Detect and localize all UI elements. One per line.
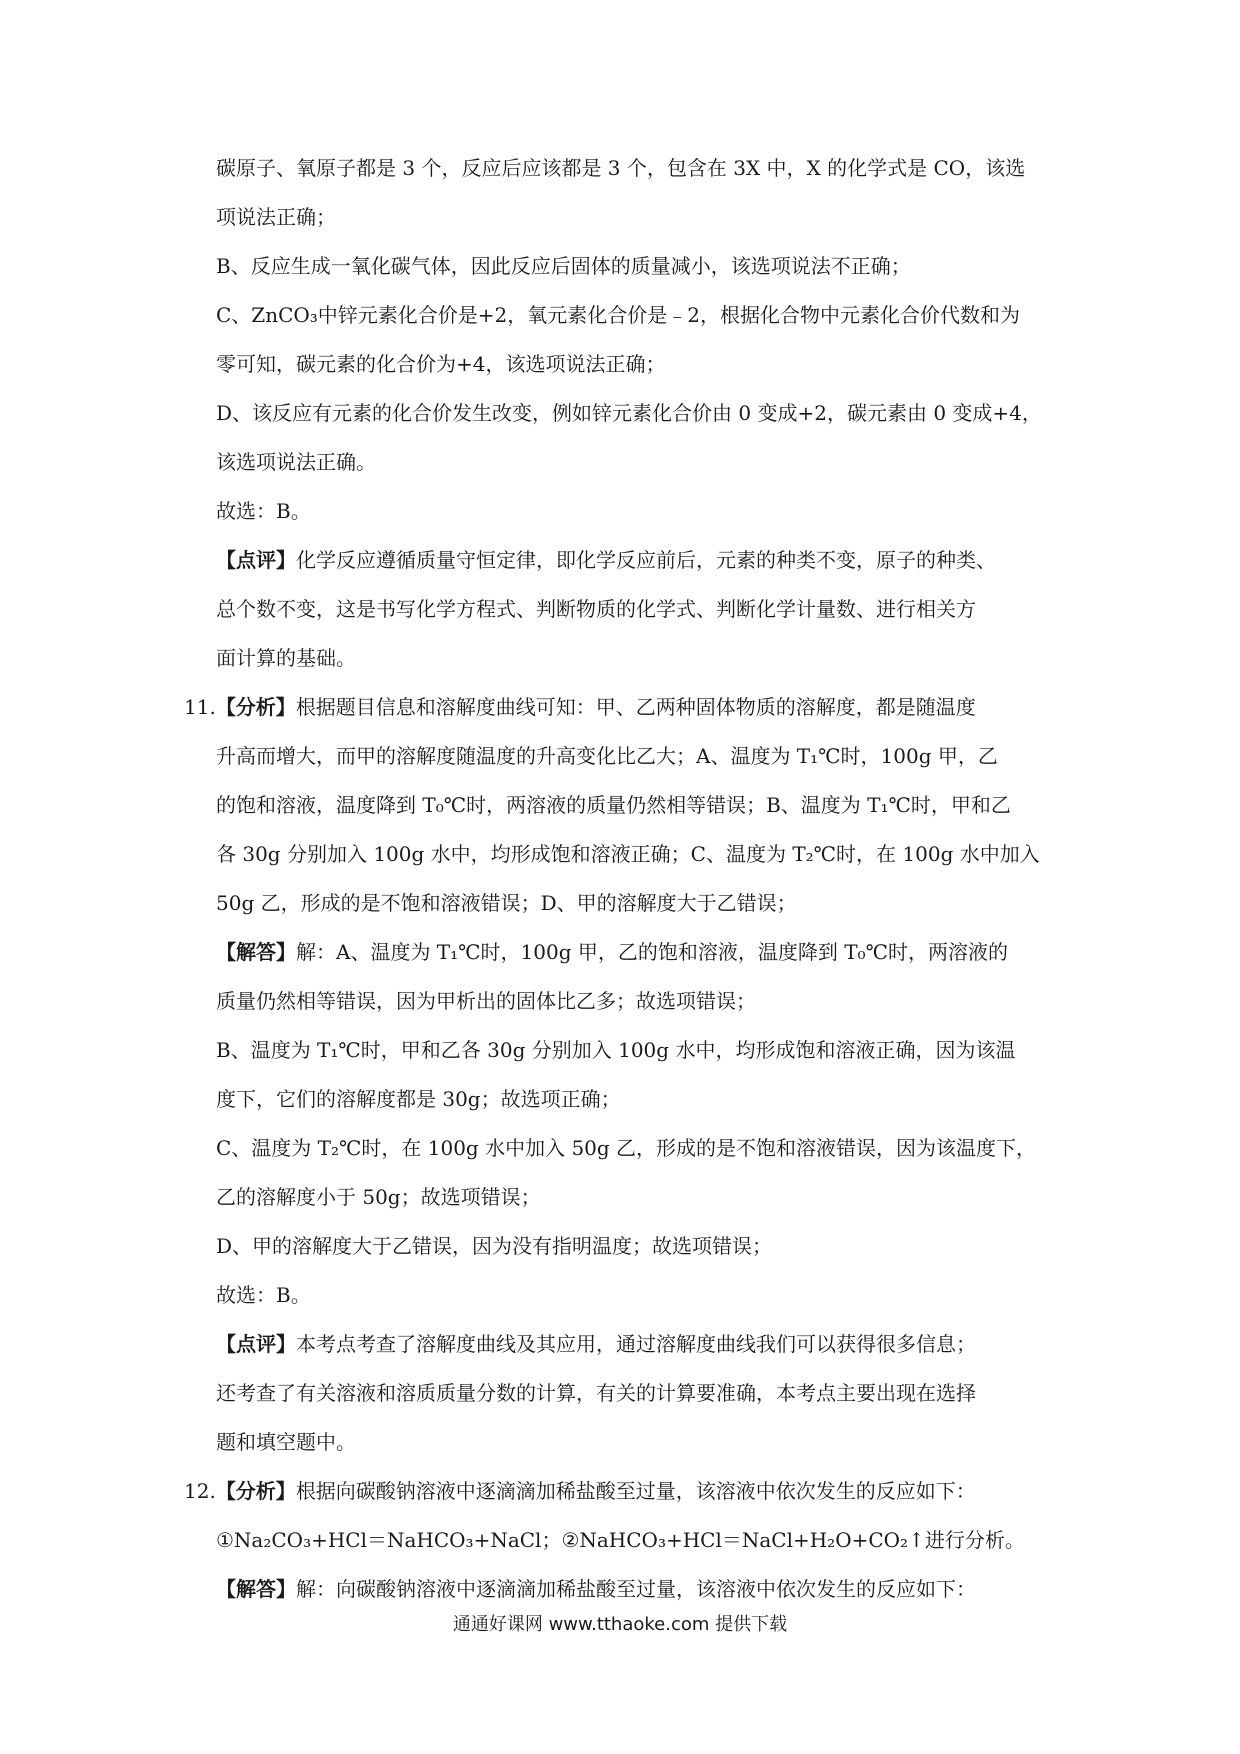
text-line [216, 291, 1056, 340]
text-line [216, 732, 1056, 781]
line-text: 化学反应遵循质量守恒定律，即化学反应前后，元素的种类不变，原子的种类、 [296, 548, 996, 572]
section-heading: 【点评】 [216, 1332, 296, 1356]
line-text: 故选：B。 [216, 1283, 311, 1307]
line-text: B、反应生成一氧化碳气体，因此反应后固体的质量减小，该选项说法不正确； [216, 254, 911, 278]
text-line [216, 585, 1056, 634]
text-line [216, 1369, 1056, 1418]
text-line [216, 1271, 1056, 1320]
section-heading: 【分析】 [215, 695, 296, 719]
line-text: D、甲的溶解度大于乙错误，因为没有指明温度；故选项错误； [216, 1234, 773, 1258]
text-line [216, 487, 1056, 536]
text-line [216, 242, 1056, 291]
page-footer: 通通好课网 www.tthaoke.com 提供下载 [452, 1614, 788, 1635]
line-text: 本考点考查了溶解度曲线及其应用，通过溶解度曲线我们可以获得很多信息； [296, 1332, 976, 1356]
text-line [216, 1418, 1056, 1467]
text-line [216, 830, 1056, 879]
line-text: D、该反应有元素的化合价发生改变，例如锌元素化合价由 0 变成+2，碳元素由 0 变成+4， [216, 401, 1042, 425]
question-number: 11. [184, 695, 216, 719]
text-line [216, 1173, 1056, 1222]
line-text: 碳原子、氧原子都是 3 个，反应后应该都是 3 个，包含在 3X 中，X 的化学式是 CO，该选 [216, 156, 1026, 180]
text-line [216, 1124, 1056, 1173]
text-line [216, 144, 1056, 193]
line-text: 质量仍然相等错误，因为甲析出的固体比乙多；故选项错误； [216, 989, 756, 1013]
line-text: 解：向碳酸钠溶液中逐滴滴加稀盐酸至过量，该溶液中依次发生的反应如下： [296, 1577, 976, 1601]
line-text: 升高而增大，而甲的溶解度随温度的升高变化比乙大；A、温度为 T₁℃时，100g 甲，乙 [216, 744, 998, 768]
line-text: 的饱和溶液，温度降到 T₀℃时，两溶液的质量仍然相等错误；B、温度为 T₁℃时，甲和乙 [216, 793, 1011, 817]
section-heading: 【点评】 [216, 548, 296, 572]
line-text: 零可知，碳元素的化合价为+4，该选项说法正确； [216, 352, 666, 376]
line-text: 故选：B。 [216, 499, 311, 523]
text-line [216, 1075, 1056, 1124]
line-text: 度下，它们的溶解度都是 30g；故选项正确； [216, 1087, 621, 1111]
text-line [216, 389, 1056, 438]
text-line [216, 1320, 1056, 1369]
document-body [184, 144, 1056, 1614]
text-line [216, 634, 1056, 683]
line-text: 各 30g 分别加入 100g 水中，均形成饱和溶液正确；C、温度为 T₂℃时，在 100g 水中加入 [216, 842, 1040, 866]
line-text: 乙的溶解度小于 50g；故选项错误； [216, 1185, 541, 1209]
line-text: 总个数不变，这是书写化学方程式、判断物质的化学式、判断化学计量数、进行相关方 [216, 597, 976, 621]
text-line [216, 977, 1056, 1026]
line-text: 面计算的基础。 [216, 646, 356, 670]
text-line [216, 438, 1056, 487]
text-line [216, 928, 1056, 977]
section-heading: 【解答】 [216, 940, 296, 964]
text-line [216, 340, 1056, 389]
question-number: 12. [184, 1479, 216, 1503]
section-heading: 【解答】 [216, 1577, 296, 1601]
line-text: ①Na₂CO₃+HCl＝NaHCO₃+NaCl；②NaHCO₃+HCl＝NaCl+H₂O+CO₂↑进行分析。 [216, 1528, 1025, 1552]
text-line [216, 193, 1056, 242]
line-text: 还考查了有关溶液和溶质质量分数的计算，有关的计算要准确，本考点主要出现在选择 [216, 1381, 976, 1405]
line-text: 50g 乙，形成的是不饱和溶液错误；D、甲的溶解度大于乙错误； [216, 891, 797, 915]
text-line [216, 879, 1056, 928]
line-text: B、温度为 T₁℃时，甲和乙各 30g 分别加入 100g 水中，均形成饱和溶液正确，因为该温 [216, 1038, 1016, 1062]
line-text: 该选项说法正确。 [216, 450, 376, 474]
line-text: 项说法正确； [216, 205, 336, 229]
text-line [184, 1467, 1056, 1516]
line-text: 根据题目信息和溶解度曲线可知：甲、乙两种固体物质的溶解度，都是随温度 [295, 695, 976, 719]
text-line [184, 683, 1056, 732]
line-text: C、ZnCO₃中锌元素化合价是+2，氧元素化合价是﹣2，根据化合物中元素化合价代数和为 [216, 303, 1021, 327]
text-line [216, 1516, 1056, 1565]
text-line [216, 536, 1056, 585]
line-text: 根据向碳酸钠溶液中逐滴滴加稀盐酸至过量，该溶液中依次发生的反应如下： [295, 1479, 976, 1503]
text-line [216, 1026, 1056, 1075]
text-line [216, 1222, 1056, 1271]
line-text: 题和填空题中。 [216, 1430, 356, 1454]
line-text: 解：A、温度为 T₁℃时，100g 甲，乙的饱和溶液，温度降到 T₀℃时，两溶液的 [296, 940, 1008, 964]
text-line [216, 1565, 1056, 1614]
section-heading: 【分析】 [215, 1479, 296, 1503]
line-text: C、温度为 T₂℃时，在 100g 水中加入 50g 乙，形成的是不饱和溶液错误，因为该温度下， [216, 1136, 1037, 1160]
text-line [216, 781, 1056, 830]
